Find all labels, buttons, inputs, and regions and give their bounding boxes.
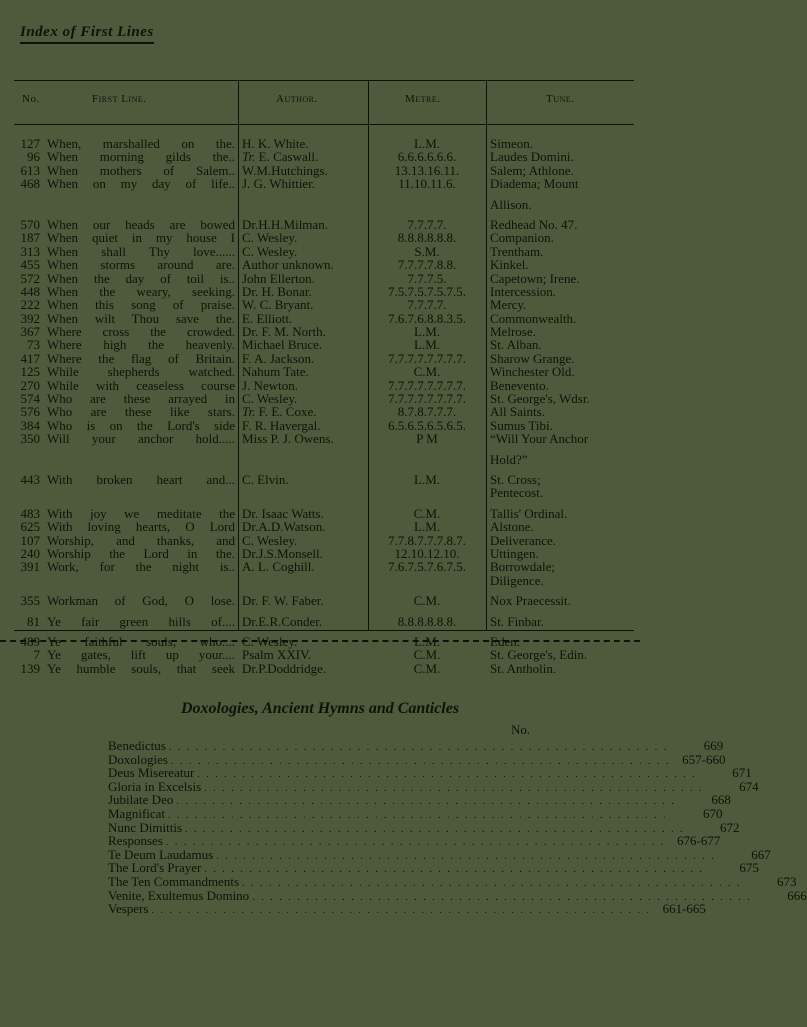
table-row <box>0 298 640 311</box>
table-row <box>0 198 640 211</box>
tune: Mercy. <box>490 297 527 313</box>
first-line: With loving hearts, O Lord <box>47 519 235 535</box>
author: Dr. F. M. North. <box>242 324 326 340</box>
metre: L.M. <box>414 471 440 487</box>
first-line: When on my day of life.. <box>47 176 235 192</box>
tune: Allison. <box>490 196 532 212</box>
first-line: Ye faithful souls, who.... <box>47 633 235 649</box>
author: Dr.H.H.Milman. <box>242 216 328 232</box>
metre: 13.13.16.11. <box>394 162 460 178</box>
tune: Hold?” <box>490 451 528 467</box>
tune: Companion. <box>490 230 554 246</box>
list-item <box>108 873 797 889</box>
metre: 8.8.8.8.8.8. <box>397 230 457 246</box>
index-table <box>0 137 640 675</box>
tune: Deliverance. <box>490 532 557 548</box>
author: Psalm XXIV. <box>242 647 312 663</box>
metre: L.M. <box>414 136 440 151</box>
metre: C.M. <box>413 505 441 521</box>
leader-dots: . . . . . . . . . . . . . . . . . . . . . . . . . . . . . . . . . . . . . . . . . . . . . . . . . . . . . . . . <box>204 864 704 876</box>
table-top-rule <box>14 80 634 81</box>
metre: 7.7.7.7.7.7.7.7. <box>388 350 466 366</box>
doxology-name: Magnificat <box>108 805 166 821</box>
metre: 7.7.7.7.8.8. <box>397 257 457 273</box>
table-row <box>0 547 640 560</box>
leader-dots: . . . . . . . . . . . . . . . . . . . . . . . . . . . . . . . . . . . . . . . . . . . . . . . . . . . . . . . . <box>168 809 668 821</box>
leader-dots: . . . . . . . . . . . . . . . . . . . . . . . . . . . . . . . . . . . . . . . . . . . . . . . . . . . . . . . . <box>197 769 697 781</box>
hymn-number: 355 <box>20 593 40 609</box>
metre: 8.7.8.7.7.7. <box>397 404 457 420</box>
tune: St. Finbar. <box>490 613 544 629</box>
metre: 7.6.7.6.8.8.3.5. <box>388 310 466 326</box>
author: C. Wesley. <box>242 243 298 259</box>
first-line: Worship the Lord in the. <box>47 545 235 561</box>
doxology-number: 673 <box>777 873 797 889</box>
table-row <box>0 218 640 231</box>
first-line: Workman of God, O lose. <box>47 593 235 609</box>
list-item <box>108 765 752 781</box>
metre: C.M. <box>413 660 441 676</box>
author: Miss P. J. Owens. <box>242 431 334 447</box>
list-item <box>108 805 723 821</box>
tune: Nox Praecessit. <box>490 593 571 609</box>
author: C. Wesley. <box>242 633 298 649</box>
table-row <box>0 325 640 338</box>
first-line: Who are these arrayed in <box>47 391 235 407</box>
first-line: Who are these like stars. <box>47 404 235 420</box>
hymn-number: 81 <box>27 613 40 629</box>
doxology-number: 674 <box>739 778 759 794</box>
author: F. A. Jackson. <box>242 350 315 366</box>
first-line: Work, for the night is.. <box>47 559 235 575</box>
tune: Tallis' Ordinal. <box>490 505 568 521</box>
table-row <box>0 285 640 298</box>
table-row <box>0 150 640 163</box>
table-row <box>0 352 640 365</box>
table-row <box>0 137 640 150</box>
header-no: No. <box>22 93 40 105</box>
table-row <box>0 419 640 432</box>
author: W. C. Bryant. <box>242 297 314 313</box>
hymn-number: 391 <box>20 559 40 575</box>
metre: 7.7.7.7.7.7.7.7. <box>388 377 466 393</box>
metre: 7.7.7.5. <box>407 270 447 286</box>
leader-dots: . . . . . . . . . . . . . . . . . . . . . . . . . . . . . . . . . . . . . . . . . . . . . . . . . . . . . . . . <box>176 796 676 808</box>
doxology-number: 672 <box>720 819 740 835</box>
metre: 7.7.7.7. <box>407 297 447 313</box>
metre: 7.6.7.5.7.6.7.5. <box>388 559 466 575</box>
table-row <box>0 338 640 351</box>
tune: Diligence. <box>490 572 544 588</box>
hymn-number: 73 <box>27 337 40 353</box>
doxology-list <box>108 738 807 917</box>
table-row <box>0 231 640 244</box>
table-row <box>0 365 640 378</box>
author: Dr.A.D.Watson. <box>242 519 326 535</box>
doxology-name: Gloria in Excelsis <box>108 778 202 794</box>
doxology-name: Jubilate Deo <box>108 792 174 808</box>
table-row <box>0 486 640 499</box>
table-row <box>0 164 640 177</box>
author: C. Wesley. <box>242 230 298 246</box>
tune: Simeon. <box>490 136 533 151</box>
metre: 12.10.12.10. <box>394 545 460 561</box>
metre: C.M. <box>413 647 441 663</box>
tune: Trentham. <box>490 243 544 259</box>
tune: St. George's, Edin. <box>490 647 588 663</box>
list-item <box>108 901 706 917</box>
hymn-number: 625 <box>20 519 40 535</box>
doxology-number: 671 <box>732 765 752 781</box>
author: Dr.E.R.Conder. <box>242 613 323 629</box>
tune: Commonwealth. <box>490 310 577 326</box>
doxology-number: 669 <box>703 738 724 753</box>
first-line: With joy we meditate the <box>47 505 235 521</box>
first-line: Who is on the Lord's side <box>47 417 235 433</box>
tune: Redhead No. 47. <box>490 216 578 232</box>
first-line: When this song of praise. <box>47 297 235 313</box>
row-spacer <box>0 191 640 198</box>
doxology-name: The Lord's Prayer <box>108 860 202 876</box>
doxology-name: Benedictus <box>108 738 166 753</box>
first-line: When shall Thy love...... <box>47 243 235 259</box>
tune: Diadema; Mount <box>490 176 579 192</box>
table-header-rule <box>14 124 634 125</box>
hymn-number: 570 <box>20 216 40 232</box>
tune: St. Antholin. <box>490 660 557 676</box>
hymn-number: 127 <box>20 136 40 151</box>
metre: 7.7.8.7.7.7.8.7. <box>388 532 466 548</box>
hymn-number: 574 <box>20 391 40 407</box>
metre: 7.7.7.7.7.7.7.7. <box>388 391 466 407</box>
metre: 8.8.8.8.8.8. <box>397 613 457 629</box>
author: Dr. H. Bonar. <box>242 283 312 299</box>
first-line: Where the flag of Britain. <box>47 350 235 366</box>
first-line: When our heads are bowed <box>47 216 235 232</box>
doxology-number: 667 <box>751 846 771 862</box>
section-no-header: No. <box>511 722 531 737</box>
first-line: Where cross the crowded. <box>47 324 235 340</box>
list-item <box>108 860 759 876</box>
first-line: Ye fair green hills of.... <box>47 613 235 629</box>
author: John Ellerton. <box>242 270 315 286</box>
doxology-number: 657-660 <box>682 751 726 767</box>
author: H. K. White. <box>242 136 309 151</box>
first-line: With broken heart and... <box>47 471 235 487</box>
hymn-number: 443 <box>20 471 40 487</box>
first-line: When, marshalled on the. <box>47 136 235 151</box>
author: J. Newton. <box>242 377 298 393</box>
first-line: Where high the heavenly. <box>47 337 235 353</box>
table-row <box>0 453 640 466</box>
tune: Kinkel. <box>490 257 529 273</box>
first-line: When morning gilds the.. <box>47 149 235 165</box>
metre: C.M. <box>413 364 441 380</box>
table-row <box>0 177 640 190</box>
doxology-number: 661-665 <box>662 901 706 917</box>
author: Author unknown. <box>242 257 334 273</box>
first-line: When the weary, seeking. <box>47 283 235 299</box>
author: Tr. E. Caswall. <box>242 149 319 165</box>
table-row <box>0 648 640 661</box>
table-row <box>0 405 640 418</box>
metre: 6.6.6.6.6.6. <box>397 149 457 165</box>
table-row <box>0 272 640 285</box>
table-row <box>0 432 640 445</box>
author: Dr. F. W. Faber. <box>242 593 324 609</box>
author: C. Wesley. <box>242 391 298 407</box>
metre: S.M. <box>414 243 440 259</box>
doxology-name: Responses <box>108 833 163 849</box>
metre: C.M. <box>413 593 441 609</box>
metre: L.M. <box>414 519 440 535</box>
list-item <box>108 792 731 808</box>
hymn-number: 313 <box>20 243 40 259</box>
table-row <box>0 560 640 573</box>
hymn-number: 125 <box>20 364 40 380</box>
metre: 11.10.11.6. <box>398 176 456 192</box>
hymn-number: 455 <box>20 257 40 273</box>
author: Dr.J.S.Monsell. <box>242 545 323 561</box>
leader-dots: . . . . . . . . . . . . . . . . . . . . . . . . . . . . . . . . . . . . . . . . . . . . . . . . . . . . . . . . <box>242 877 742 889</box>
list-item <box>108 833 721 849</box>
tune: St. Alban. <box>490 337 542 353</box>
list-item <box>108 846 771 862</box>
leader-dots: . . . . . . . . . . . . . . . . . . . . . . . . . . . . . . . . . . . . . . . . . . . . . . . . . . . . . . . . <box>216 850 716 862</box>
hymn-number: 468 <box>20 176 40 192</box>
doxology-name: Vespers <box>108 901 149 917</box>
row-spacer <box>0 446 640 453</box>
table-row <box>0 615 640 628</box>
hymn-number: 222 <box>20 297 40 313</box>
doxology-name: Doxologies <box>108 751 168 767</box>
doxology-number: 670 <box>703 805 723 821</box>
hymn-number: 96 <box>27 149 40 165</box>
author: Tr. F. E. Coxe. <box>242 404 317 420</box>
page-title: Index of First Lines <box>20 24 154 44</box>
tune: Melrose. <box>490 324 536 340</box>
doxology-name: Te Deum Laudamus <box>108 846 214 862</box>
hymn-number: 270 <box>20 377 40 393</box>
tune: All Saints. <box>490 404 545 420</box>
tune: Borrowdale; <box>490 559 555 575</box>
author: J. G. Whittier. <box>242 176 316 192</box>
metre: 7.5.7.5.7.5.7.5. <box>388 283 466 299</box>
list-item <box>108 887 807 903</box>
tune: Winchester Old. <box>490 364 575 380</box>
doxology-name: Deus Misereatur <box>108 765 195 781</box>
hymn-number: 240 <box>20 545 40 561</box>
table-row <box>0 594 640 607</box>
leader-dots: . . . . . . . . . . . . . . . . . . . . . . . . . . . . . . . . . . . . . . . . . . . . . . . . . . . . . . . . <box>151 905 651 917</box>
first-line: When wilt Thou save the. <box>47 310 235 326</box>
hymn-number: 417 <box>20 350 40 366</box>
doxology-number: 676-677 <box>677 833 721 849</box>
tune: Intercession. <box>490 283 557 299</box>
hymn-number: 613 <box>20 162 40 178</box>
hymn-number: 572 <box>20 270 40 286</box>
table-row <box>0 473 640 486</box>
first-line: When quiet in my house I <box>47 230 235 246</box>
author: E. Elliott. <box>242 310 293 326</box>
doxology-name: Nunc Dimittis <box>108 819 183 835</box>
hymn-number: 489 <box>20 633 40 649</box>
doxology-name: The Ten Commandments <box>108 873 239 889</box>
list-item <box>108 738 724 753</box>
hymn-number: 448 <box>20 283 40 299</box>
header-metre: Metre. <box>405 93 441 105</box>
author: C. Wesley. <box>242 532 298 548</box>
leader-dots: . . . . . . . . . . . . . . . . . . . . . . . . . . . . . . . . . . . . . . . . . . . . . . . . . . . . . . . . <box>204 782 704 794</box>
list-item <box>108 819 740 835</box>
hymn-number: 187 <box>20 230 40 246</box>
author: Dr. Isaac Watts. <box>242 505 324 521</box>
list-item <box>108 778 759 794</box>
doxology-number: 666 <box>787 887 807 903</box>
list-item <box>108 751 726 767</box>
section-title: Doxologies, Ancient Hymns and Canticles <box>180 700 460 717</box>
tune: Salem; Athlone. <box>490 162 574 178</box>
tune: St. George's, Wdsr. <box>490 391 590 407</box>
tune: Pentecost. <box>490 485 544 501</box>
first-line: While with ceaseless course <box>47 377 235 393</box>
hymn-number: 367 <box>20 324 40 340</box>
table-row <box>0 662 640 675</box>
hymn-number: 107 <box>20 532 40 548</box>
tune: “Will Your Anchor <box>490 431 589 447</box>
doxology-name: Venite, Exultemus Domino <box>108 887 250 903</box>
hymn-number: 7 <box>33 647 40 663</box>
author: Dr.P.Doddridge. <box>242 660 327 676</box>
author: A. L. Coghill. <box>242 559 315 575</box>
metre: 7.7.7.7. <box>407 216 447 232</box>
first-line: Will your anchor hold..... <box>47 431 235 447</box>
first-line: Ye gates, lift up your.... <box>47 647 235 663</box>
table-row <box>0 392 640 405</box>
first-line: When mothers of Salem.. <box>47 162 235 178</box>
tune: Laudes Domini. <box>490 149 574 165</box>
table-row <box>0 574 640 587</box>
metre: L.M. <box>414 633 440 649</box>
metre: L.M. <box>414 324 440 340</box>
tune: Benevento. <box>490 377 549 393</box>
table-row <box>0 534 640 547</box>
tune: Sharow Grange. <box>490 350 575 366</box>
leader-dots: . . . . . . . . . . . . . . . . . . . . . . . . . . . . . . . . . . . . . . . . . . . . . . . . . . . . . . . . <box>170 755 671 767</box>
leader-dots: . . . . . . . . . . . . . . . . . . . . . . . . . . . . . . . . . . . . . . . . . . . . . . . . . . . . . . . . <box>185 823 685 835</box>
leader-dots: . . . . . . . . . . . . . . . . . . . . . . . . . . . . . . . . . . . . . . . . . . . . . . . . . . . . . . . . <box>252 891 752 903</box>
tune: Uttingen. <box>490 545 539 561</box>
first-line: Worship, and thanks, and <box>47 532 235 548</box>
tune: Sumus Tibi. <box>490 417 553 433</box>
table-row <box>0 312 640 325</box>
author: C. Elvin. <box>242 471 289 487</box>
hymn-number: 384 <box>20 417 40 433</box>
metre: 6.5.6.5.6.5.6.5. <box>388 417 466 433</box>
hymn-number: 392 <box>20 310 40 326</box>
hymn-number: 139 <box>20 660 40 676</box>
hymn-number: 350 <box>20 431 40 447</box>
leader-dots: . . . . . . . . . . . . . . . . . . . . . . . . . . . . . . . . . . . . . . . . . . . . . . . . . . . . . . . . <box>165 837 666 849</box>
header-author: Author. <box>276 93 318 105</box>
metre: L.M. <box>414 337 440 353</box>
table-row <box>0 379 640 392</box>
hymn-number: 483 <box>20 505 40 521</box>
hymn-number: 576 <box>20 404 40 420</box>
tune: Alstone. <box>490 519 534 535</box>
doxology-number: 668 <box>711 792 731 808</box>
first-line: When the day of toil is.. <box>47 270 235 286</box>
tune: Capetown; Irene. <box>490 270 580 286</box>
first-line: Ye humble souls, that seek <box>47 660 235 676</box>
tune: Eden. <box>490 633 520 649</box>
leader-dots: . . . . . . . . . . . . . . . . . . . . . . . . . . . . . . . . . . . . . . . . . . . . . . . . . . . . . . . . <box>168 742 669 753</box>
first-line: While shepherds watched. <box>47 364 235 380</box>
doxology-number: 675 <box>739 860 759 876</box>
table-row <box>0 507 640 520</box>
author: W.M.Hutchings. <box>242 162 328 178</box>
header-first-line: First Line. <box>92 93 147 105</box>
metre: P M <box>416 431 438 447</box>
table-row <box>0 258 640 271</box>
tune: St. Cross; <box>490 471 541 487</box>
author: Nahum Tate. <box>242 364 309 380</box>
header-tune: Tune. <box>546 93 575 105</box>
author: Michael Bruce. <box>242 337 323 353</box>
section-divider <box>0 640 640 642</box>
table-row <box>0 245 640 258</box>
first-line: When storms around are. <box>47 257 235 273</box>
author: F. R. Havergal. <box>242 417 321 433</box>
table-row <box>0 520 640 533</box>
